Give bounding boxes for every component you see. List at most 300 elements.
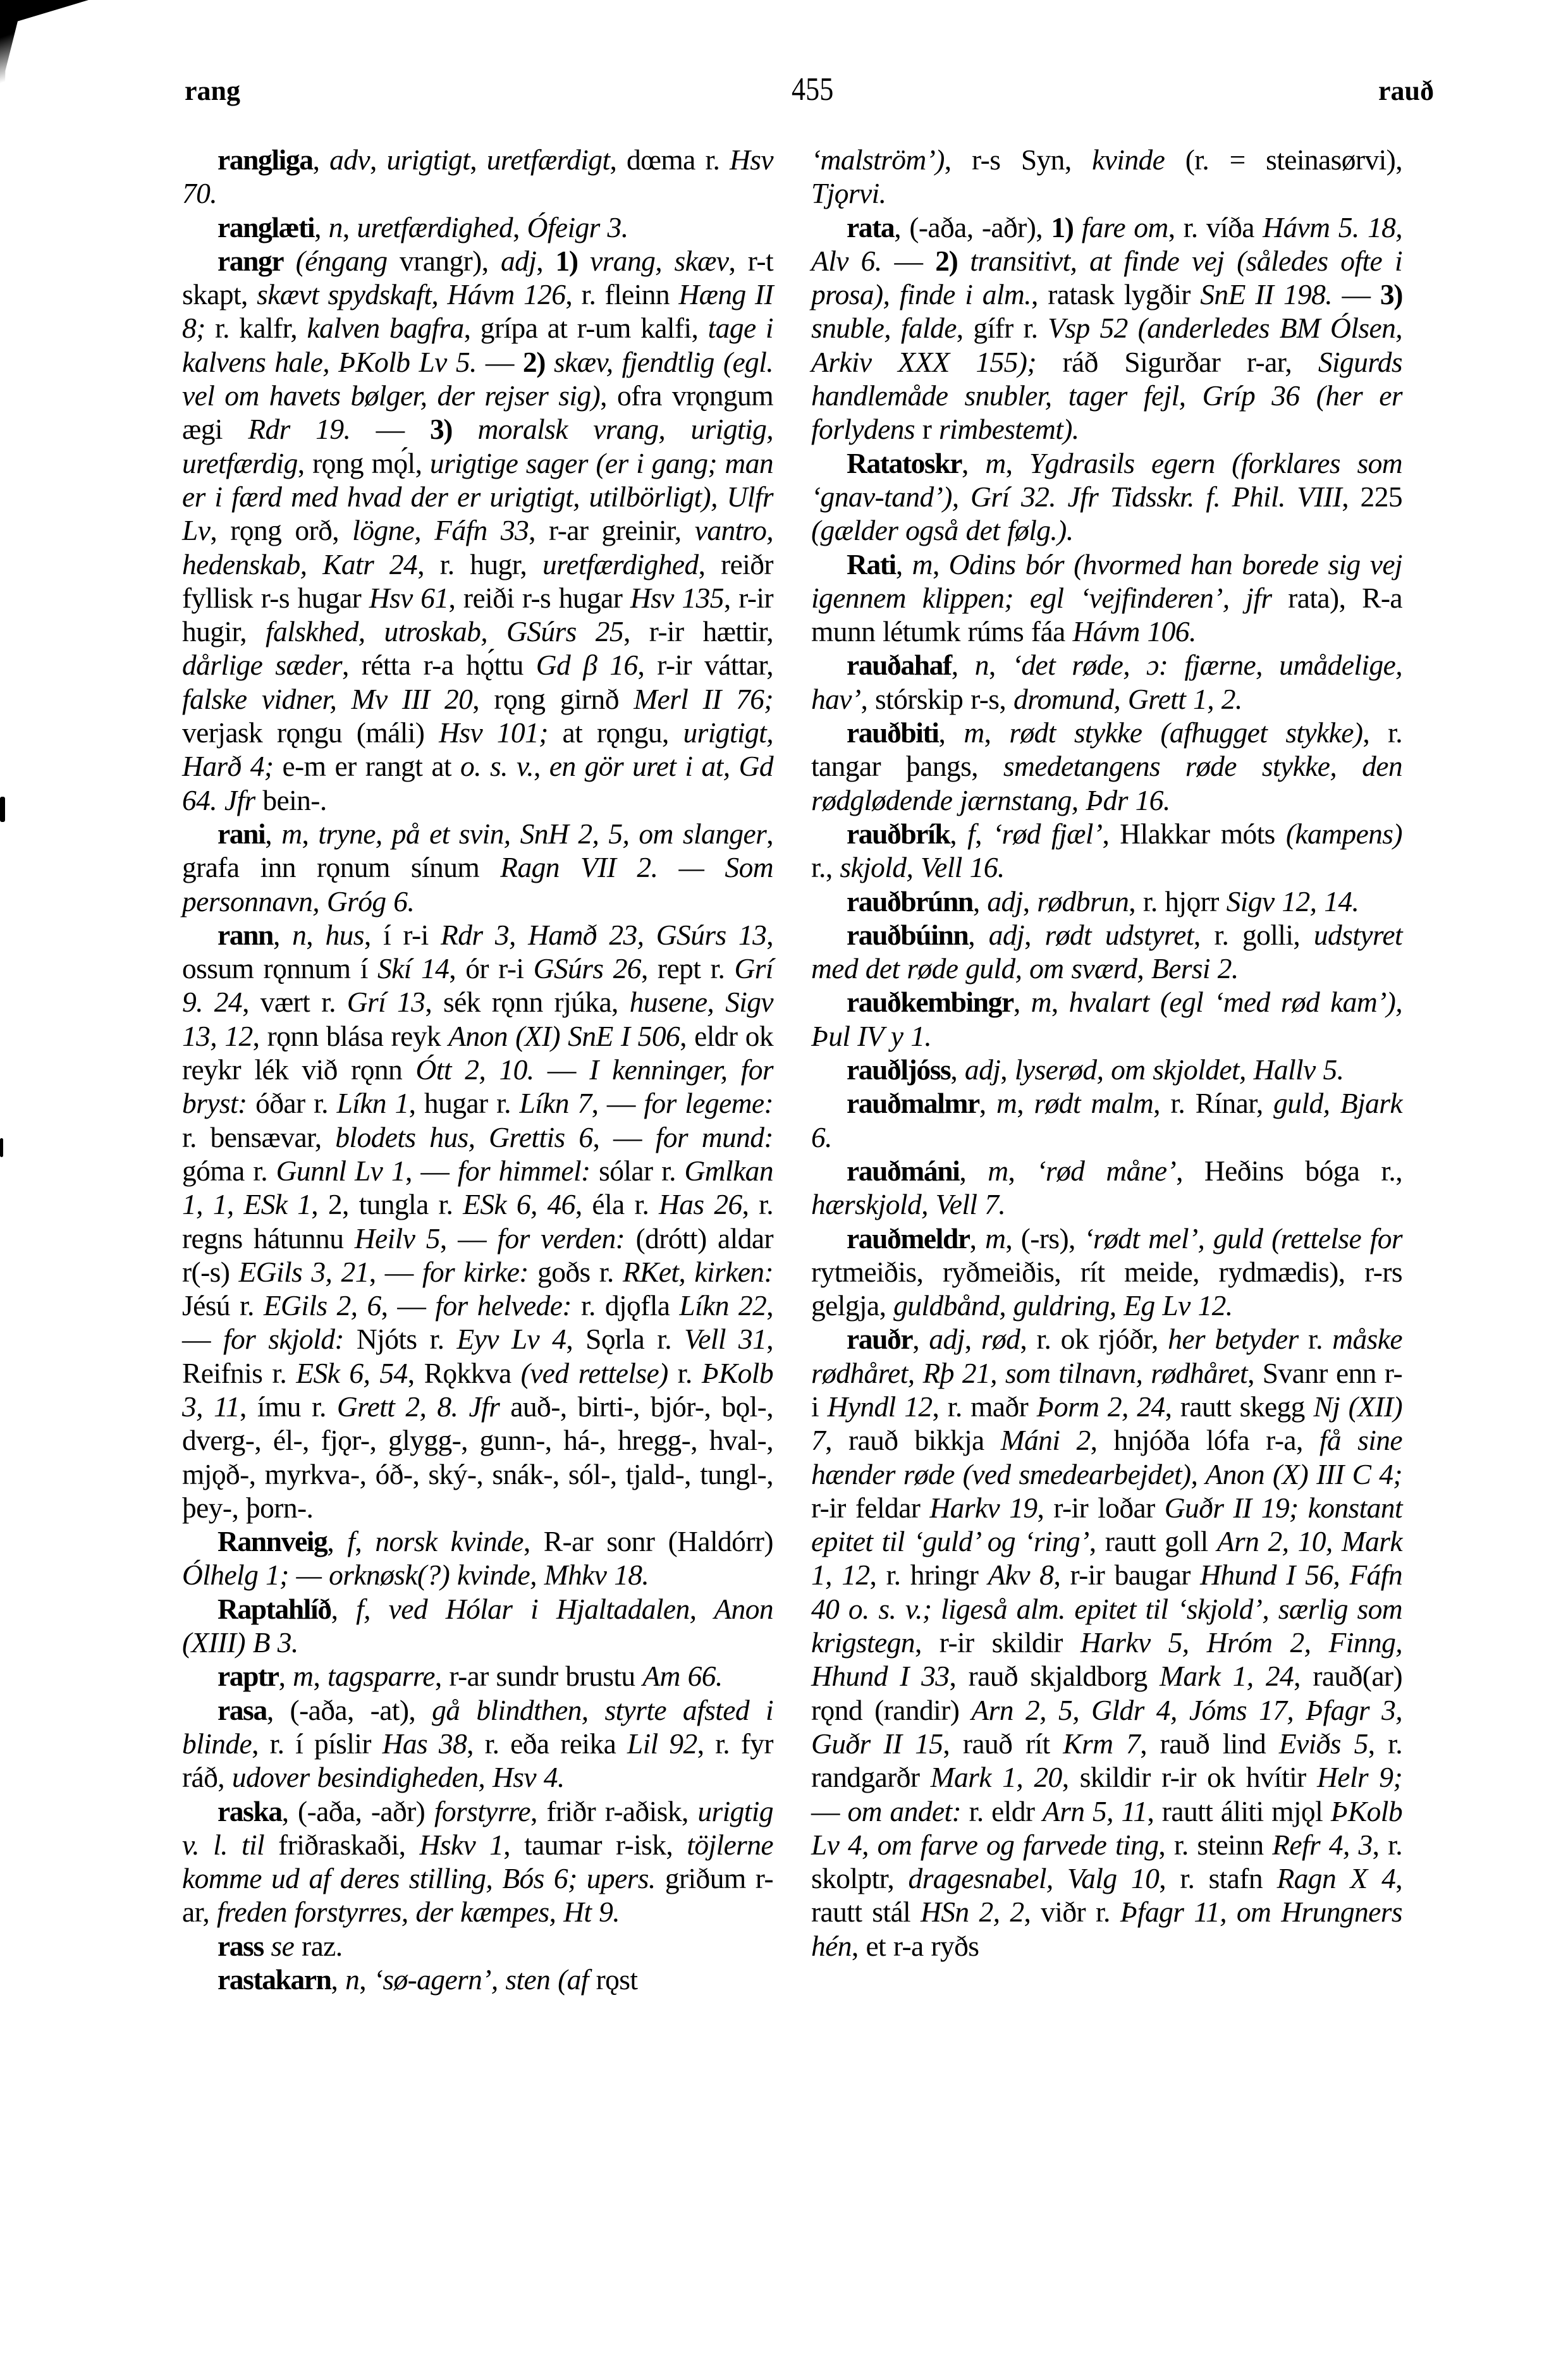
dictionary-entry — [182, 918, 773, 1524]
italic-gloss-text: urigtige sager (er i gang; man er i færd med hvad der er urigtigt, utilbörligt), Ulfr Lv — [182, 446, 773, 547]
roman-text: r. — [668, 1356, 702, 1389]
italic-gloss-text: rimbestemt). — [939, 413, 1079, 446]
italic-gloss-text: adj — [987, 885, 1023, 917]
roman-text: , — [1013, 986, 1031, 1019]
italic-gloss-text: m — [293, 1660, 314, 1693]
dictionary-entry — [811, 1222, 1402, 1323]
roman-text: , r-t skapt, — [182, 244, 773, 311]
roman-text: , hnjóða lófa r-a, — [1090, 1424, 1319, 1457]
roman-text: , — [1008, 1154, 1037, 1187]
roman-text: rata), R-a munn létumk rúms fáa — [811, 581, 1403, 648]
roman-text: , — [313, 1660, 328, 1693]
roman-text: , — [331, 1592, 357, 1625]
left-column — [182, 143, 773, 1996]
italic-gloss-text: rødbrun — [1037, 885, 1129, 917]
scan-edge-mark — [0, 797, 5, 822]
roman-text: , r. hjǫrr — [1129, 885, 1227, 917]
roman-text: , r. randgarðr — [811, 1727, 1402, 1794]
roman-text: , — [975, 817, 993, 850]
roman-text: , — [1024, 918, 1045, 951]
roman-text: , r. í píslir — [252, 1727, 383, 1760]
italic-gloss-text: Nj (XII) 7 — [811, 1390, 1403, 1457]
italic-gloss-text: Hskv 1 — [419, 1828, 504, 1861]
italic-gloss-text: skæv, fjendtlig (egl. vel om havets bølger, der rejser sig) — [182, 345, 774, 412]
italic-gloss-text: Refr 4, 3 — [1272, 1828, 1373, 1861]
italic-gloss-text: her betyder — [1168, 1323, 1299, 1356]
roman-text: , — [979, 1087, 997, 1120]
italic-gloss-text: for helvede: — [435, 1289, 572, 1322]
roman-text: , et r-a ryðs — [851, 1929, 979, 1962]
roman-text: , — [984, 716, 1010, 749]
italic-gloss-text: f — [967, 817, 976, 850]
italic-gloss-text: Ólhelg 1; — orknøsk(?) kvinde, Mhkv 18. — [182, 1559, 649, 1592]
roman-text: at rǫngu, — [548, 716, 683, 749]
italic-gloss-text: skjold, Vell 16. — [840, 851, 1005, 884]
roman-text: óðar r. — [247, 1087, 337, 1120]
headword-bold-text: Raptahlíð — [217, 1592, 331, 1625]
roman-text: , — [327, 1525, 348, 1558]
roman-text: , r-ar sundr brustu — [434, 1660, 643, 1693]
roman-text: , vært r. — [242, 986, 347, 1019]
roman-text: , r-ar greinir, — [529, 514, 695, 547]
roman-text: , — [959, 1154, 988, 1187]
roman-text: , r. golli, — [1193, 918, 1314, 951]
italic-gloss-text: Skí 14 — [377, 952, 450, 985]
roman-text: , reiði r-s hugar — [448, 581, 630, 614]
italic-gloss-text: n — [974, 649, 989, 682]
italic-gloss-text: uretfærdighed — [542, 548, 699, 580]
dictionary-entry — [182, 244, 773, 817]
roman-text: , (-aða, -aðr), — [894, 211, 1051, 243]
roman-text: , — [470, 144, 487, 176]
headword-bold-text: 1) — [1051, 211, 1074, 243]
running-header — [0, 71, 1561, 113]
roman-text: , r. maðr — [932, 1390, 1037, 1423]
roman-text: , rauð bikkja — [825, 1424, 1001, 1457]
roman-text: , — — [591, 1087, 644, 1120]
italic-gloss-text: transitivt, at finde vej (således ofte i prosa), finde i alm. — [811, 244, 1403, 311]
roman-text: , — — [182, 1289, 773, 1356]
roman-text: r., — [811, 851, 840, 884]
italic-gloss-text: om andet: — [847, 1794, 962, 1827]
italic-gloss-text: gå blindthen, styrte afsted i blinde — [182, 1693, 773, 1760]
roman-text: rǫst — [588, 1963, 638, 1996]
italic-gloss-text: måske rødhåret, Rþ 21, som tilnavn, rødhåret — [811, 1323, 1402, 1389]
italic-gloss-text: ÞKolb Lv 4, om farve og farvede ting — [811, 1794, 1402, 1861]
roman-text: rytmeiðis, ryðmeiðis, rít meide, rydmædis), r-rs gelgja, — [811, 1255, 1402, 1322]
roman-text: , r. stafn — [1159, 1862, 1277, 1895]
italic-gloss-text: n — [292, 918, 307, 951]
dictionary-entry — [182, 143, 773, 211]
roman-text: , rétta r-a hǫ́ttu — [341, 649, 536, 682]
italic-gloss-text: Grí 13 — [346, 986, 425, 1019]
roman-text: , — [306, 918, 326, 951]
italic-gloss-text: Hávm 5. 18, Alv 6. — [811, 211, 1403, 277]
dictionary-entry — [811, 985, 1402, 1053]
roman-text: , — — [592, 1120, 656, 1153]
roman-text: — — [811, 1794, 848, 1827]
italic-gloss-text: ‘rød måne’ — [1036, 1154, 1177, 1187]
italic-gloss-text: (kampens) — [1285, 817, 1402, 850]
roman-text: , r. Rínar, — [1153, 1087, 1274, 1120]
italic-gloss-text: Þfagr 11, om Hrungners hén — [811, 1896, 1402, 1962]
italic-gloss-text: forstyrre — [434, 1794, 530, 1827]
italic-gloss-text: Harkv 19 — [929, 1491, 1038, 1524]
roman-text: , — [895, 548, 912, 580]
roman-text: , r. eða reika — [467, 1727, 627, 1760]
roman-text: , — [533, 750, 549, 783]
roman-text: ráð Sigurðar r-ar, — [1036, 345, 1318, 378]
dictionary-entry — [811, 918, 1402, 986]
roman-text: raz. — [294, 1929, 343, 1962]
italic-gloss-text: tagsparre — [328, 1660, 435, 1693]
roman-text: , — [1051, 986, 1069, 1019]
italic-gloss-text: Ófeigr 3. — [527, 211, 628, 243]
italic-gloss-text: tage i kalvens hale, ÞKolb Lv 5. — [182, 312, 773, 378]
roman-text: , — [1017, 1087, 1034, 1120]
italic-gloss-text: for legeme: — [644, 1087, 773, 1120]
roman-text: góma r. — [182, 1154, 276, 1187]
italic-gloss-text: snuble, falde — [811, 312, 957, 345]
entry-continuation — [811, 143, 1402, 211]
roman-text: , Hlakkar móts — [1102, 817, 1286, 850]
roman-text: , r. regns hátunnu — [182, 1188, 774, 1254]
italic-gloss-text: Grí 9. 24 — [182, 952, 773, 1019]
roman-text: , r-s Syn, — [944, 144, 1093, 176]
italic-gloss-text: ‘malström’) — [811, 144, 945, 176]
italic-gloss-text: Arn 2, 10, Mark 1, 12 — [811, 1525, 1402, 1592]
italic-gloss-text: (éngang — [295, 244, 388, 277]
roman-text: , Heðins bóga r., — [1176, 1154, 1402, 1187]
dictionary-entry — [811, 885, 1402, 918]
roman-text: , — [950, 817, 968, 850]
dictionary-entry — [182, 1659, 773, 1693]
roman-text: , — [312, 144, 330, 176]
dictionary-entry — [182, 1794, 773, 1929]
roman-text: , í r-i — [364, 918, 441, 951]
roman-text: , r. tangar þangs, — [811, 716, 1402, 783]
roman-text: , stórskip r-s, — [860, 682, 1013, 715]
italic-gloss-text: Hsv 101; — [439, 716, 548, 749]
italic-gloss-text: Sigurds handlemåde snubler, tager fejl, Gríp 36 (her er forlydens — [811, 345, 1402, 446]
roman-text: — — [350, 413, 430, 446]
dictionary-entry — [182, 1929, 773, 1963]
italic-gloss-text: Vsp 52 (anderledes BM Ólsen, Arkiv XXX 155); — [811, 312, 1402, 378]
dictionary-entry — [811, 446, 1402, 548]
dictionary-entry — [182, 1592, 773, 1660]
dictionary-entry — [811, 648, 1402, 716]
roman-text: , (-aða, -aðr) — [281, 1794, 434, 1827]
roman-text: Njóts r. — [343, 1323, 457, 1356]
roman-text: r. kalfr, — [205, 312, 307, 345]
italic-gloss-text: Odins bór (hvormed han borede sig vej igennem klippen; egl ‘vejfinderen’, jfr — [811, 548, 1402, 614]
italic-gloss-text: hus — [325, 918, 364, 951]
roman-text: , ossum rǫnnum í — [182, 918, 773, 985]
roman-text: Jésú r. — [182, 1289, 264, 1322]
italic-gloss-text: Rdr 3, Hamð 23, GSúrs 13 — [441, 918, 767, 951]
roman-text: , — [964, 1323, 981, 1356]
headword-bold-text: 1) — [555, 244, 578, 277]
roman-text — [283, 245, 295, 277]
italic-gloss-text: m — [912, 548, 933, 580]
italic-gloss-text: blodets hus, Grettis 6 — [335, 1120, 593, 1153]
roman-text: — — [881, 244, 936, 277]
italic-gloss-text: Grett 2, 8. Jfr — [336, 1390, 500, 1423]
roman-text: , 2, tungla r. — [311, 1188, 463, 1221]
italic-gloss-text: o. s. v. — [460, 750, 534, 783]
roman-text — [545, 346, 554, 378]
italic-gloss-text: urigtigt, Harð 4; — [182, 716, 773, 783]
italic-gloss-text: hvalart (egl ‘med rød kam’), Þul IV y 1. — [811, 986, 1402, 1052]
roman-text: sólar r. — [590, 1154, 685, 1187]
roman-text: verjask rǫngu (máli) — [182, 716, 439, 749]
italic-gloss-text: guldbånd, guldring, Eg Lv 12. — [893, 1289, 1233, 1322]
italic-gloss-text: ‘rød fjæl’ — [992, 817, 1103, 850]
italic-gloss-text: ‘rødt mel’, guld (rettelse for — [1084, 1222, 1402, 1254]
italic-gloss-text: moralsk vrang, urigtig, uretfærdig — [182, 413, 774, 479]
roman-text: , — [932, 548, 949, 580]
italic-gloss-text: urigtigt — [386, 144, 470, 176]
roman-text: , ór r-i — [449, 952, 534, 985]
roman-text: , r. ok rjóðr, — [1020, 1323, 1168, 1356]
italic-gloss-text: Akv 8 — [988, 1559, 1054, 1592]
page-number: 455 — [792, 71, 834, 107]
headword-bold-text: rauðmalmr — [847, 1087, 979, 1120]
headword-bold-text: 3) — [429, 413, 453, 446]
roman-text: , rǫng mǫ́l, — [297, 446, 430, 479]
roman-text: , r. hugr, — [417, 548, 542, 580]
italic-gloss-text: Gd β 16 — [536, 649, 638, 682]
italic-gloss-text: m — [1031, 986, 1051, 1019]
italic-gloss-text: Hsv 135 — [630, 581, 724, 614]
roman-text: , — [302, 817, 319, 850]
headword-bold-text: Rati — [847, 548, 896, 580]
italic-gloss-text: Hæng II 8; — [182, 278, 774, 345]
italic-gloss-text: Vell 31 — [684, 1323, 767, 1356]
italic-gloss-text: HSn 2, 2 — [921, 1896, 1024, 1929]
roman-text: , eldr ok reykr lék við rǫnn — [182, 1019, 774, 1086]
roman-text: , rauð(ar) rǫnd (randir) — [811, 1660, 1403, 1726]
dictionary-entry — [811, 1086, 1402, 1154]
italic-gloss-text: Líkn 1 — [336, 1087, 409, 1120]
roman-text: , rauð rít — [943, 1727, 1063, 1760]
italic-gloss-text: Anon (XI) SnE I 506 — [448, 1019, 680, 1052]
roman-text: , friðr r-aðisk, — [530, 1794, 698, 1827]
roman-text: (drótt) aldar r(-s) — [182, 1222, 773, 1288]
headword-bold-text: Rannveig — [217, 1525, 328, 1558]
italic-gloss-text: Eviðs 5 — [1278, 1727, 1368, 1760]
headword-bold-text: rata — [847, 211, 895, 243]
italic-gloss-text: Mark 1, 24 — [1160, 1660, 1294, 1693]
italic-gloss-text: Hsv 70. — [182, 144, 773, 210]
italic-gloss-text: Has 26 — [659, 1188, 742, 1221]
roman-text: , gífr r. — [956, 312, 1048, 345]
roman-text: , r. hringr — [869, 1559, 988, 1592]
roman-text — [578, 245, 590, 277]
italic-gloss-text: adj — [988, 918, 1025, 951]
italic-gloss-text: fare om — [1081, 211, 1168, 243]
roman-text: , r. steinn — [1158, 1828, 1273, 1861]
dictionary-entry — [811, 1053, 1402, 1086]
italic-gloss-text: adj — [500, 244, 537, 277]
italic-gloss-text: lögne, Fáfn 33 — [352, 514, 529, 547]
dictionary-entry — [182, 1524, 773, 1592]
italic-gloss-text: I kenninger, for bryst: — [182, 1053, 773, 1120]
roman-text: , — [962, 446, 986, 479]
italic-gloss-text: Arn 5, 11 — [1043, 1794, 1148, 1827]
roman-text: — — [1332, 278, 1380, 311]
italic-gloss-text: m — [985, 1222, 1006, 1254]
headword-bold-text: rauðahaf — [847, 649, 952, 682]
italic-gloss-text: ÞKolb 3, 11 — [182, 1356, 774, 1423]
roman-text: , — [359, 1963, 374, 1996]
italic-gloss-text: få sine hænder røde (ved smedearbejdet), Anon (X) III C 4; — [811, 1424, 1402, 1490]
italic-gloss-text: for verden: — [497, 1222, 625, 1254]
italic-gloss-text: Þorm 2, 24 — [1036, 1390, 1165, 1423]
italic-gloss-text: guld, Bjark 6. — [811, 1087, 1402, 1153]
italic-gloss-text: freden forstyrres, der kæmpes, Ht 9. — [216, 1896, 620, 1929]
roman-text — [957, 245, 970, 277]
italic-gloss-text: Hyndl 12 — [827, 1390, 933, 1423]
roman-text: , rǫnn blása reyk — [252, 1019, 449, 1052]
italic-gloss-text: ‘det røde, ɔ: fjærne, umådelige, hav’ — [811, 649, 1402, 715]
italic-gloss-text: Ótt 2, 10. — [415, 1053, 534, 1086]
headword-bold-text: rangliga — [217, 144, 313, 176]
dictionary-entry — [811, 548, 1402, 649]
roman-text: , rautt áliti mjǫl — [1147, 1794, 1331, 1827]
roman-text: , skildir r-ir ok hvítir — [1062, 1761, 1318, 1794]
roman-text: , r-ir skildir — [914, 1626, 1080, 1659]
italic-gloss-text: SnE II 198. — [1200, 278, 1333, 311]
roman-text: , (-aða, -at), — [266, 1693, 432, 1726]
roman-text: , rautt skegg — [1165, 1390, 1314, 1423]
italic-gloss-text: Líkn 7 — [519, 1087, 592, 1120]
italic-gloss-text: (ved rettelse) — [520, 1356, 668, 1389]
italic-gloss-text: Líkn 22 — [679, 1289, 767, 1322]
italic-gloss-text: adj — [929, 1323, 965, 1356]
italic-gloss-text: Rdr 19. — [248, 413, 351, 446]
roman-text: , r-ir baugar — [1053, 1559, 1201, 1592]
italic-gloss-text: dromund, Grett 1, 2. — [1013, 682, 1242, 715]
italic-gloss-text: en gör uret i at, Gd 64. Jfr — [182, 750, 773, 816]
italic-gloss-text: vrang, skæv — [590, 244, 729, 277]
italic-gloss-text: Ragn VII 2. — Som personnavn, Gróg 6. — [182, 851, 773, 917]
italic-gloss-text: rødt malm — [1034, 1087, 1154, 1120]
italic-gloss-text: adj — [964, 1053, 1001, 1086]
roman-text — [452, 413, 477, 445]
roman-text: r. — [1298, 1323, 1333, 1356]
headword-bold-text: rauðmeldr — [847, 1222, 970, 1254]
roman-text: , — [331, 1963, 346, 1996]
roman-text: , — [278, 1660, 293, 1693]
italic-gloss-text: Has 38 — [382, 1727, 467, 1760]
headword-bold-text: rauðljóss — [847, 1053, 951, 1086]
italic-gloss-text: ‘sø-agern’, sten (af — [373, 1963, 589, 1996]
italic-gloss-text: uretfærdigt — [486, 144, 610, 176]
roman-text: , grafa inn rǫnum sínum — [182, 817, 773, 884]
roman-text: , — [912, 1323, 929, 1356]
italic-gloss-text: m — [281, 817, 302, 850]
roman-text: , — [369, 144, 387, 176]
roman-text: , rautt goll — [1089, 1525, 1217, 1558]
roman-text: , — [968, 918, 989, 951]
italic-gloss-text: falskhed, utroskab, GSúrs 25 — [265, 615, 624, 648]
roman-text: , Rǫkkva — [407, 1356, 521, 1389]
italic-gloss-text: Máni 2 — [1000, 1424, 1091, 1457]
italic-gloss-text: udover besindigheden, Hsv 4. — [231, 1761, 565, 1794]
roman-text: , — [951, 649, 975, 682]
scan-edge-mark — [0, 1138, 3, 1157]
headword-bold-text: rauðbrúnn — [847, 885, 973, 917]
italic-gloss-text: Helr 9; — [1317, 1761, 1402, 1794]
italic-gloss-text: Heilv 5 — [354, 1222, 440, 1254]
roman-text: , sék rǫnn rjúka, — [425, 986, 630, 1019]
italic-gloss-text: lyserød, om skjoldet, Hallv 5. — [1014, 1053, 1344, 1086]
roman-text: , — [950, 1053, 965, 1086]
headword-bold-text: raptr — [217, 1660, 279, 1693]
headword-bold-text: ranglæti — [217, 211, 315, 243]
headword-bold-text: rass — [217, 1929, 264, 1962]
roman-text: , — [972, 885, 988, 917]
dictionary-entry — [182, 1963, 773, 1996]
roman-text: , — — [381, 1289, 436, 1322]
italic-gloss-text: EGils 3, 21 — [238, 1255, 369, 1288]
roman-text: , — [1022, 885, 1038, 917]
italic-gloss-text: Tjǫrvi. — [811, 177, 886, 210]
roman-text: , — [536, 244, 556, 277]
italic-gloss-text: tryne, på et svin, SnH 2, 5, om slanger — [318, 817, 767, 850]
roman-text: , rǫng girnð — [472, 682, 634, 715]
italic-gloss-text: Gunnl Lv 1 — [276, 1154, 405, 1187]
roman-text: vrangr), — [387, 244, 501, 277]
italic-gloss-text: Sigv 12, 14. — [1226, 885, 1359, 917]
roman-text: , — [342, 211, 357, 243]
italic-gloss-text: norsk kvinde — [375, 1525, 523, 1558]
italic-gloss-text: m — [988, 1154, 1008, 1187]
italic-gloss-text: Ragn X 4 — [1276, 1862, 1396, 1895]
roman-text: , — [1005, 446, 1029, 479]
roman-text: e-m er rangt at — [273, 750, 461, 783]
italic-gloss-text: rødt udstyret — [1044, 918, 1194, 951]
italic-gloss-text: GSúrs 26 — [533, 952, 641, 985]
italic-gloss-text: RKet, kirken: — [622, 1255, 773, 1288]
italic-gloss-text: n — [328, 211, 343, 243]
italic-gloss-text: dårlige sæder — [182, 649, 342, 682]
dictionary-entry — [811, 1322, 1402, 1963]
roman-text: , 225 — [1342, 480, 1402, 513]
italic-gloss-text: m — [996, 1087, 1017, 1120]
italic-gloss-text: Ygdrasils egern (forklares som ‘gnav-tand’), Grí 32. Jfr Tidsskr. f. Phil. VIII — [811, 446, 1402, 513]
dictionary-entry — [811, 1154, 1402, 1222]
roman-text: , — [265, 817, 282, 850]
roman-text: , dœma r. — [609, 144, 730, 176]
italic-gloss-text: ESk 6, 54 — [296, 1356, 408, 1389]
headword-bold-text: rauðbrík — [847, 817, 950, 850]
headword-bold-text: rauðr — [847, 1323, 913, 1356]
roman-text: , r-ir loðar — [1037, 1491, 1165, 1524]
italic-gloss-text: f, ved Hólar i Hjaltadalen, Anon (XIII) B 3. — [182, 1592, 773, 1659]
italic-gloss-text: for skjold: — [223, 1323, 344, 1356]
dictionary-entry — [182, 817, 773, 918]
roman-text: , rǫng orð, — [210, 514, 353, 547]
headword-bold-text: rastakarn — [217, 1963, 331, 1996]
roman-text: friðraskaði, — [264, 1828, 420, 1861]
italic-gloss-text: rød — [981, 1323, 1020, 1356]
roman-text: (r. = steinasørvi), — [1165, 144, 1402, 176]
italic-gloss-text: Mark 1, 20 — [930, 1761, 1062, 1794]
roman-text: , r. fleinn — [565, 278, 679, 311]
roman-text: , r-ir hugir, — [182, 581, 774, 648]
